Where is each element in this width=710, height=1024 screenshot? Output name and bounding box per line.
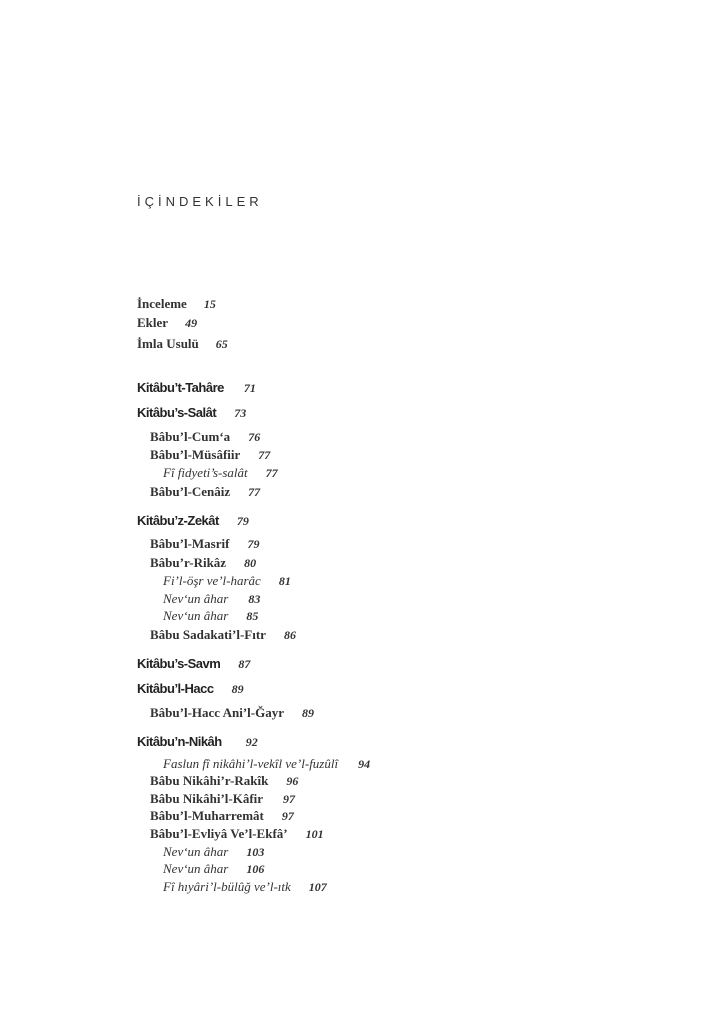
toc-entry-label: Nev‘un âhar	[163, 591, 229, 606]
toc-entry	[163, 465, 278, 481]
toc-entry-page: 94	[358, 757, 371, 771]
toc-entry-label: Faslun fî nikâhi’l-vekîl ve’l-fuzûlî	[163, 756, 339, 771]
toc-entry-page: 79	[247, 537, 260, 551]
toc-chapter-zekat	[137, 513, 249, 529]
toc-entry-label: Bâbu Sadakati’l-Fıtr	[150, 627, 266, 642]
toc-entry-label: Fî hıyâri’l-bülûğ ve’l-ıtk	[163, 879, 291, 894]
toc-entry	[150, 429, 260, 445]
toc-chapter-nikah	[137, 734, 258, 750]
toc-entry-page: 107	[308, 880, 327, 894]
toc-entry	[150, 826, 324, 842]
toc-entry-page: 80	[244, 556, 257, 570]
toc-entry-page: 89	[231, 682, 244, 696]
toc-entry-page: 71	[243, 381, 256, 395]
toc-entry-page: 83	[248, 592, 261, 606]
toc-entry-page: 15	[203, 297, 216, 311]
toc-entry-page: 92	[245, 735, 258, 749]
toc-entry-label: Ekler	[137, 315, 169, 330]
toc-entry-label: İmla Usulü	[137, 336, 199, 351]
toc-entry	[150, 705, 314, 721]
toc-entry-label: Fi’l-öşr ve’l-harâc	[163, 573, 261, 588]
toc-entry	[150, 773, 298, 789]
toc-entry-label: Bâbu’l-Muharremât	[150, 808, 264, 823]
toc-entry	[163, 756, 370, 772]
toc-entry	[150, 808, 294, 824]
toc-entry-page: 79	[236, 514, 249, 528]
toc-entry	[163, 573, 291, 589]
toc-entry-label: Bâbu’l-Masrif	[150, 536, 230, 551]
toc-entry-page: 85	[246, 609, 259, 623]
toc-entry-label: Nev‘un âhar	[163, 844, 229, 859]
toc-entry-label: İnceleme	[137, 296, 187, 311]
page-title: İÇİNDEKİLER	[137, 194, 263, 209]
toc-entry-inceleme	[137, 296, 216, 312]
toc-entry-label: Bâbu’l-Cum‘a	[150, 429, 231, 444]
toc-entry-label: Nev‘un âhar	[163, 861, 229, 876]
toc-entry-page: 87	[238, 657, 251, 671]
toc-entry	[150, 555, 256, 571]
toc-entry-label: Bâbu’l-Cenâiz	[150, 484, 231, 499]
toc-entry-page: 101	[305, 827, 324, 841]
toc-entry	[150, 484, 260, 500]
toc-entry-label: Bâbu’l-Evliyâ Ve’l-Ekfâ’	[150, 826, 288, 841]
toc-entry	[163, 879, 327, 895]
toc-entry-page: 103	[246, 845, 265, 859]
toc-entry-page: 89	[301, 706, 314, 720]
toc-entry	[150, 536, 259, 552]
toc-entry-page: 76	[248, 430, 261, 444]
toc-entry-page: 77	[248, 485, 261, 499]
toc-entry-ekler	[137, 315, 197, 331]
toc-entry-label: Bâbu Nikâhi’l-Kâfir	[150, 791, 264, 806]
toc-entry-page: 49	[185, 316, 198, 330]
toc-entry	[163, 844, 264, 860]
toc-entry-label: Kitâbu’z-Zekât	[137, 513, 219, 528]
toc-entry-label: Kitâbu’t-Tahâre	[137, 380, 224, 395]
toc-entry-page: 97	[281, 809, 294, 823]
toc-entry	[163, 591, 260, 607]
toc-entry-label: Nev‘un âhar	[163, 608, 229, 623]
toc-entry-label: Bâbu’l-Müsâfiir	[150, 447, 241, 462]
toc-entry-imla-usulu	[137, 336, 228, 352]
toc-entry-label: Bâbu Nikâhi’r-Rakîk	[150, 773, 269, 788]
toc-entry-page: 97	[283, 792, 296, 806]
toc-entry-page: 81	[278, 574, 291, 588]
toc-entry	[150, 791, 295, 807]
toc-chapter-hacc	[137, 681, 244, 697]
toc-entry-label: Bâbu’l-Hacc Ani’l-Ğayr	[150, 705, 284, 720]
toc-entry-label: Bâbu’r-Rikâz	[150, 555, 227, 570]
toc-entry-page: 96	[286, 774, 299, 788]
toc-entry	[150, 627, 296, 643]
toc-entry-label: Fî fidyeti’s-salât	[163, 465, 248, 480]
toc-entry	[150, 447, 270, 463]
toc-entry-page: 77	[265, 466, 278, 480]
toc-entry-label: Kitâbu’l-Hacc	[137, 681, 214, 696]
toc-entry	[163, 608, 258, 624]
toc-entry-page: 65	[215, 337, 228, 351]
toc-entry-page: 73	[234, 406, 247, 420]
toc-entry-page: 86	[283, 628, 296, 642]
toc-entry-page: 106	[246, 862, 265, 876]
toc-entry-label: Kitâbu’n-Nikâh	[137, 734, 222, 749]
toc-chapter-salat	[137, 405, 246, 421]
toc-entry-page: 77	[258, 448, 271, 462]
toc-chapter-tahare	[137, 380, 256, 396]
toc-entry-label: Kitâbu’s-Savm	[137, 656, 221, 671]
toc-entry-label: Kitâbu’s-Salât	[137, 405, 217, 420]
toc-entry	[163, 861, 264, 877]
toc-chapter-savm	[137, 656, 250, 672]
